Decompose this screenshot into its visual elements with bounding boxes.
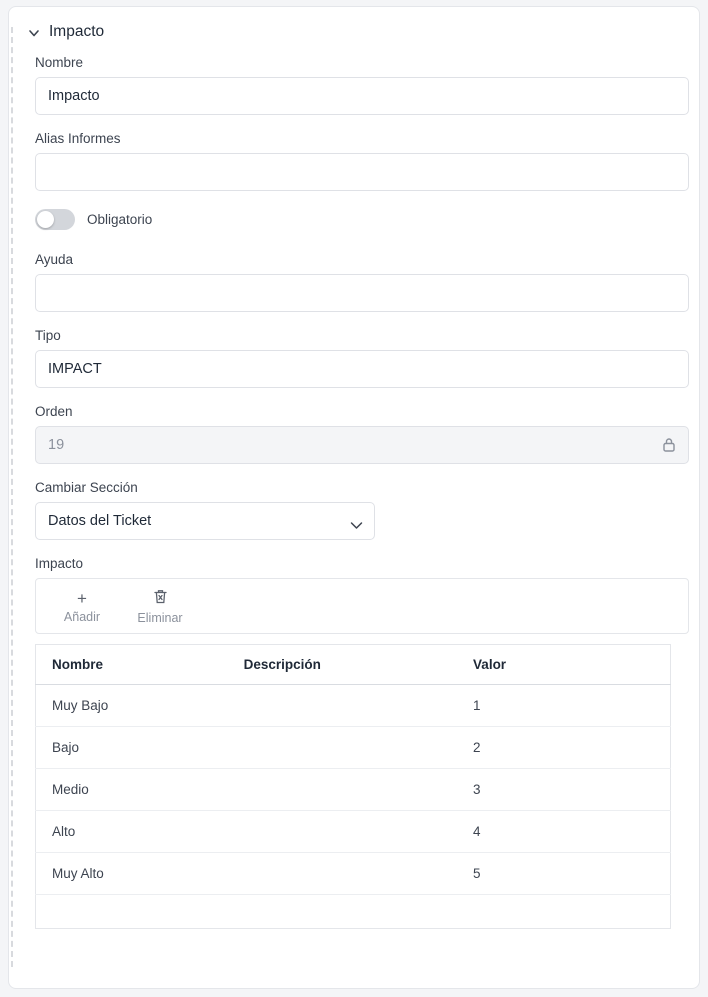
cell-descripcion — [228, 727, 457, 769]
cell-nombre: Medio — [36, 769, 228, 811]
column-header-descripcion[interactable]: Descripción — [228, 645, 457, 685]
label-tipo: Tipo — [35, 328, 61, 343]
label-nombre: Nombre — [35, 55, 84, 70]
cell-nombre: Muy Bajo — [36, 685, 228, 727]
tipo-input[interactable] — [35, 350, 689, 388]
obligatorio-row — [35, 209, 679, 230]
delete-button-label: Eliminar — [137, 610, 183, 625]
field-tipo — [35, 328, 679, 388]
table-header-row — [36, 645, 671, 685]
field-alias — [35, 131, 679, 191]
label-obligatorio: Obligatorio — [87, 212, 153, 227]
table-row-empty — [36, 895, 671, 929]
field-orden — [35, 404, 679, 464]
ayuda-input[interactable] — [35, 274, 689, 312]
cell-valor: 3 — [457, 769, 670, 811]
add-button[interactable] — [48, 585, 116, 628]
cell-valor: 5 — [457, 853, 670, 895]
table-header — [36, 645, 671, 685]
cell-nombre: Muy Alto — [36, 853, 228, 895]
alias-input[interactable] — [35, 153, 689, 191]
cell-valor: 2 — [457, 727, 670, 769]
label-ayuda: Ayuda — [35, 252, 74, 267]
nombre-input[interactable] — [35, 77, 689, 115]
column-header-nombre[interactable]: Nombre — [36, 645, 228, 685]
trash-icon — [153, 588, 168, 609]
table-row[interactable] — [36, 811, 671, 853]
cell-empty-nombre — [36, 895, 228, 929]
cell-nombre: Alto — [36, 811, 228, 853]
table-body — [36, 685, 671, 929]
cell-valor: 4 — [457, 811, 670, 853]
cell-descripcion — [228, 685, 457, 727]
field-impacto-list — [35, 556, 679, 929]
field-ayuda — [35, 252, 679, 312]
label-impacto-list: Impacto — [35, 556, 84, 571]
label-orden: Orden — [35, 404, 73, 419]
column-header-valor[interactable]: Valor — [457, 645, 670, 685]
cell-descripcion — [228, 769, 457, 811]
table-row[interactable] — [36, 685, 671, 727]
table-row[interactable] — [36, 769, 671, 811]
seccion-select-wrap — [35, 502, 375, 540]
page-title: Impacto — [49, 23, 105, 40]
impacto-table — [35, 644, 671, 929]
impacto-panel — [8, 6, 700, 989]
cell-empty-valor — [457, 895, 670, 929]
label-seccion: Cambiar Sección — [35, 480, 138, 495]
lock-icon — [661, 436, 677, 454]
plus-icon: + — [77, 588, 87, 608]
seccion-select[interactable] — [35, 502, 375, 540]
delete-button[interactable] — [126, 584, 194, 629]
cell-descripcion — [228, 811, 457, 853]
label-alias: Alias Informes — [35, 131, 121, 146]
chevron-down-icon[interactable] — [27, 26, 41, 40]
toggle-knob — [37, 211, 54, 228]
list-toolbar — [35, 578, 689, 634]
table-row[interactable] — [36, 853, 671, 895]
obligatorio-toggle[interactable] — [35, 209, 75, 230]
cell-nombre: Bajo — [36, 727, 228, 769]
add-button-label: Añadir — [63, 609, 101, 624]
orden-input — [35, 426, 689, 464]
cell-empty-descripcion — [228, 895, 457, 929]
left-guide-rail — [11, 27, 14, 967]
section-header[interactable] — [9, 7, 699, 41]
cell-valor: 1 — [457, 685, 670, 727]
table-row[interactable] — [36, 727, 671, 769]
field-nombre — [35, 55, 679, 115]
impacto-form — [9, 41, 699, 929]
orden-input-wrap — [35, 426, 689, 464]
field-seccion — [35, 480, 679, 540]
cell-descripcion — [228, 853, 457, 895]
